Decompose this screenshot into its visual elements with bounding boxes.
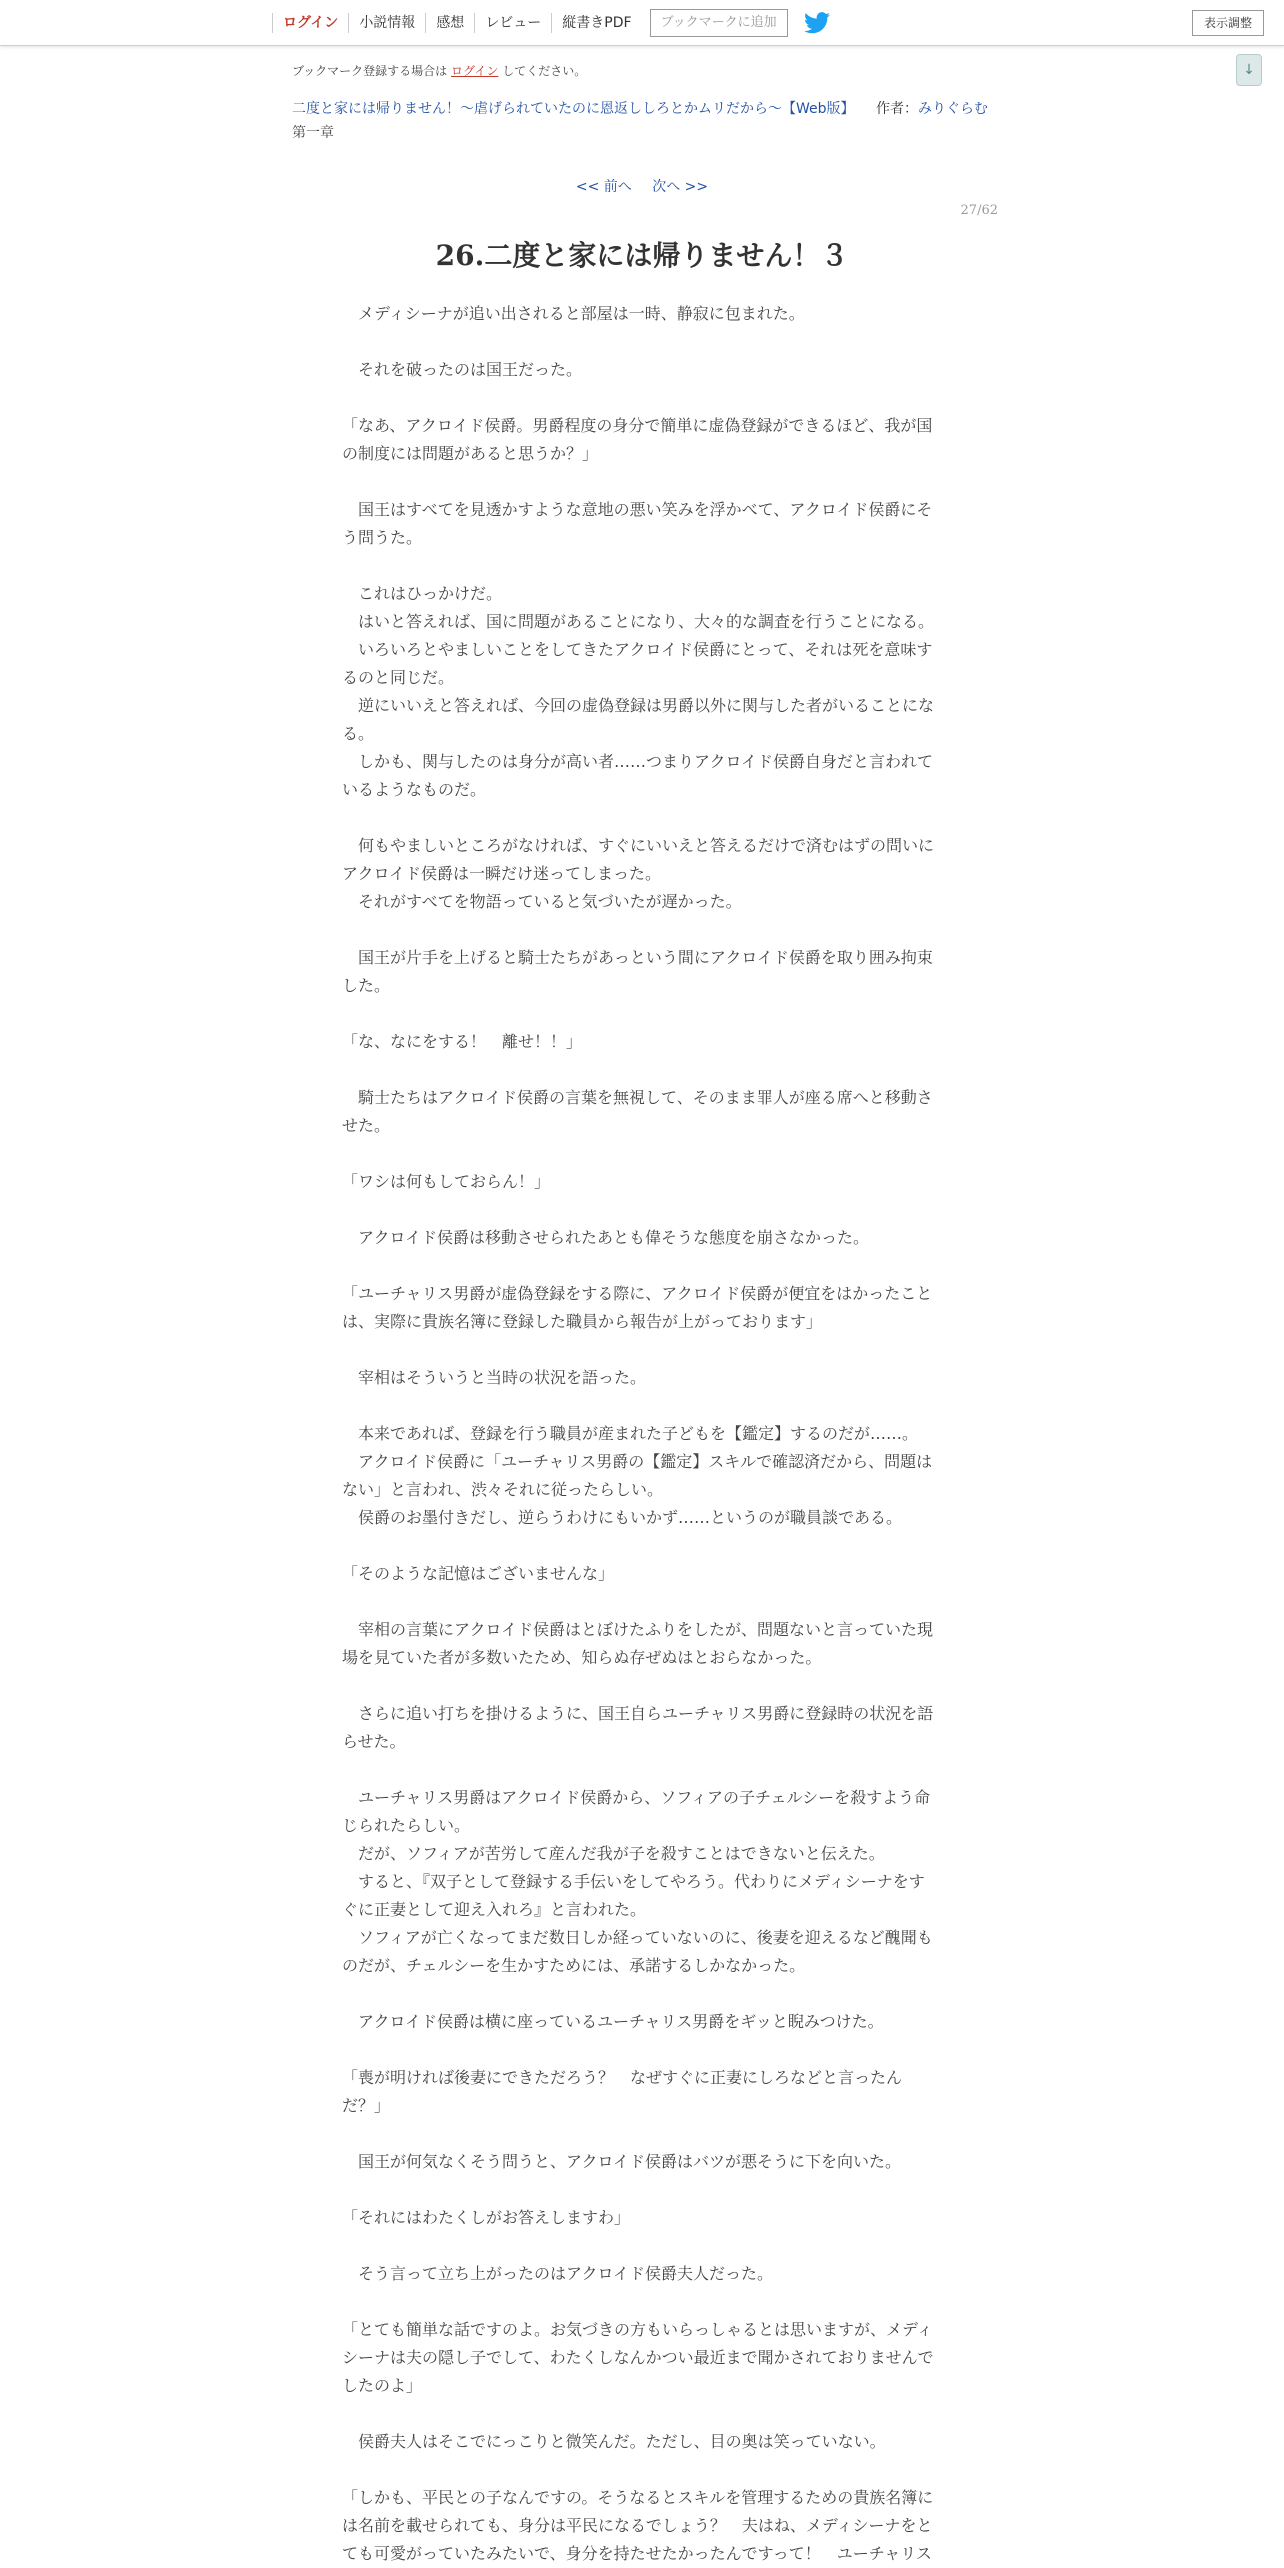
novel-title-link[interactable]: 二度と家には帰りません！～虐げられていたのに恩返ししろとかムリだから～【Web版】 bbox=[292, 101, 855, 117]
body-line: いろいろとやましいことをしてきたアクロイド侯爵にとって、それは死を意味するのと同じだ。 bbox=[342, 640, 933, 687]
body-line: 国王が何気なくそう問うと、アクロイド侯爵はバツが悪そうに下を向いた。 bbox=[342, 2152, 902, 2171]
body-line: これはひっかけだ。 bbox=[342, 584, 503, 603]
nav-impressions[interactable]: 感想 bbox=[425, 13, 474, 33]
body-line: はいと答えれば、国に問題があることになり、大々的な調査を行うことになる。 bbox=[342, 612, 935, 631]
body-line: ユーチャリス男爵はアクロイド侯爵から、ソフィアの子チェルシーを殺すよう命じられたらしい。 bbox=[342, 1788, 931, 1835]
body-line: 本来であれば、登録を行う職員が産まれた子どもを【鑑定】するのだが……。 bbox=[342, 1424, 919, 1443]
page-number: 27/62 bbox=[960, 203, 998, 218]
body-line: 「な、なにをする！ 離せ！！」 bbox=[342, 1032, 583, 1051]
nav-vertical-pdf[interactable]: 縦書きPDF bbox=[551, 13, 641, 33]
body-line bbox=[342, 1392, 934, 1420]
nav-login[interactable]: ログイン bbox=[272, 13, 348, 33]
author-label: 作者： bbox=[876, 101, 918, 117]
chapter-title: 第一章 bbox=[292, 125, 334, 141]
body-line: 「それにはわたくしがお答えしますわ」 bbox=[342, 2208, 631, 2227]
scroll-down-button[interactable]: ↓ bbox=[1236, 54, 1262, 86]
body-line: 「とても簡単な話ですのよ。お気づきの方もいらっしゃるとは思いますが、メディシーナは夫の隠し子でして、わたくしなんかつい最近まで聞かされておりませんでしたのよ」 bbox=[342, 2320, 934, 2395]
next-page-link[interactable]: 次へ >> bbox=[652, 179, 709, 195]
body-line: 国王が片手を上げると騎士たちがあっという間にアクロイド侯爵を取り囲み拘束した。 bbox=[342, 948, 933, 995]
nav-review[interactable]: レビュー bbox=[474, 13, 551, 33]
body-line: そう言って立ち上がったのはアクロイド侯爵夫人だった。 bbox=[342, 2264, 774, 2283]
body-line bbox=[342, 2120, 934, 2148]
body-line bbox=[342, 804, 934, 832]
nav-novel-info[interactable]: 小説情報 bbox=[348, 13, 425, 33]
author bbox=[876, 98, 988, 118]
body-line: アクロイド侯爵は移動させられたあとも偉そうな態度を崩さなかった。 bbox=[342, 1228, 870, 1247]
body-line: 「ユーチャリス男爵が虚偽登録をする際に、アクロイド侯爵が便宜をはかったことは、実際に貴族名簿に登録した職員から報告が上がっております」 bbox=[342, 1284, 933, 1331]
body-line: 侯爵夫人はそこでにっこりと微笑んだ。ただし、目の奥は笑っていない。 bbox=[342, 2432, 886, 2451]
body-line: 「しかも、平民との子なんですの。そうなるとスキルを管理するための貴族名簿には名前を載せられても、身分は平民になるでしょう？ 夫はね、メディシーナをとても可愛がっていたみたいで、身分を持たせたかったんですって！ ユーチャリス bbox=[342, 2488, 934, 2563]
body-line bbox=[342, 1056, 934, 1084]
body-line bbox=[342, 328, 934, 356]
body-line: 逆にいいえと答えれば、今回の虚偽登録は男爵以外に関与した者がいることになる。 bbox=[342, 696, 935, 743]
body-line: 「喪が明ければ後妻にできただろう？ なぜすぐに正妻にしろなどと言ったんだ？」 bbox=[342, 2068, 903, 2115]
body-line: さらに追い打ちを掛けるように、国王自らユーチャリス男爵に登録時の状況を語らせた。 bbox=[342, 1704, 934, 1751]
body-line bbox=[342, 2456, 934, 2484]
body-line bbox=[342, 2036, 934, 2064]
body-line: ソフィアが亡くなってまだ数日しか経っていないのに、後妻を迎えるなど醜聞ものだが、チェルシーを生かすためには、承諾するしかなかった。 bbox=[342, 1928, 933, 1975]
bookmark-note-login-link[interactable]: ログイン bbox=[451, 64, 499, 78]
body-line bbox=[342, 1756, 934, 1784]
bookmark-note bbox=[292, 62, 586, 79]
body-line bbox=[342, 468, 934, 496]
body-line: すると、『双子として登録する手伝いをしてやろう。代わりにメディシーナをすぐに正妻として迎え入れろ』と言われた。 bbox=[342, 1872, 925, 1919]
body-line: メディシーナが追い出されると部屋は一時、静寂に包まれた。 bbox=[342, 304, 805, 323]
body-line: 何もやましいところがなければ、すぐにいいえと答えるだけで済むはずの問いにアクロイド侯爵は一瞬だけ迷ってしまった。 bbox=[342, 836, 935, 883]
body-line: それを破ったのは国王だった。 bbox=[342, 360, 583, 379]
body-line bbox=[342, 916, 934, 944]
body-line bbox=[342, 2232, 934, 2260]
body-line bbox=[342, 1672, 934, 1700]
novel-body bbox=[342, 300, 934, 2568]
body-line: 「そのような記憶はございませんな」 bbox=[342, 1564, 615, 1583]
body-line bbox=[342, 1140, 934, 1168]
body-line bbox=[342, 1196, 934, 1224]
body-line: アクロイド侯爵に「ユーチャリス男爵の【鑑定】スキルで確認済だから、問題はない」と言われ、渋々それに従ったらしい。 bbox=[342, 1452, 933, 1499]
episode-title: 26.二度と家には帰りません！３ bbox=[435, 239, 849, 272]
body-line: 国王はすべてを見透かすような意地の悪い笑みを浮かべて、アクロイド侯爵にそう問うた。 bbox=[342, 500, 933, 547]
body-line bbox=[342, 1980, 934, 2008]
top-bar bbox=[0, 0, 1284, 46]
body-line bbox=[342, 2400, 934, 2428]
bookmark-note-post: してください。 bbox=[502, 64, 587, 78]
body-line bbox=[342, 1336, 934, 1364]
body-line bbox=[342, 1000, 934, 1028]
body-line: 騎士たちはアクロイド侯爵の言葉を無視して、そのまま罪人が座る席へと移動させた。 bbox=[342, 1088, 933, 1135]
add-bookmark-button[interactable]: ブックマークに追加 bbox=[650, 9, 788, 37]
body-line bbox=[342, 1588, 934, 1616]
bookmark-note-pre: ブックマーク登録する場合は bbox=[292, 64, 448, 78]
body-line bbox=[342, 384, 934, 412]
body-line: 「ワシは何もしておらん！」 bbox=[342, 1172, 551, 1191]
body-line bbox=[342, 1252, 934, 1280]
body-line: 宰相の言葉にアクロイド侯爵はとぼけたふりをしたが、問題ないと言っていた現場を見ていた者が多数いたため、知らぬ存ぜぬはとおらなかった。 bbox=[342, 1620, 934, 1667]
body-line: 宰相はそういうと当時の状況を語った。 bbox=[342, 1368, 647, 1387]
display-settings-button[interactable]: 表示調整 bbox=[1192, 10, 1264, 36]
body-line: アクロイド侯爵は横に座っているユーチャリス男爵をギッと睨みつけた。 bbox=[342, 2012, 884, 2031]
body-line bbox=[342, 552, 934, 580]
body-line bbox=[342, 1532, 934, 1560]
body-line: だが、ソフィアが苦労して産んだ我が子を殺すことはできないと伝えた。 bbox=[342, 1844, 885, 1863]
prev-page-link[interactable]: << 前へ bbox=[575, 179, 632, 195]
body-line: しかも、関与したのは身分が高い者……つまりアクロイド侯爵自身だと言われているようなものだ。 bbox=[342, 752, 934, 799]
author-link[interactable]: みりぐらむ bbox=[918, 101, 988, 117]
body-line: 侯爵のお墨付きだし、逆らうわけにもいかず……というのが職員談である。 bbox=[342, 1508, 903, 1527]
body-line: それがすべてを物語っていると気づいたが遅かった。 bbox=[342, 892, 742, 911]
pager bbox=[0, 176, 1284, 196]
top-nav bbox=[272, 0, 830, 46]
body-line: 「なあ、アクロイド侯爵。男爵程度の身分で簡単に虚偽登録ができるほど、我が国の制度には問題があると思うか？」 bbox=[342, 416, 933, 463]
body-line bbox=[342, 2288, 934, 2316]
twitter-icon[interactable] bbox=[804, 12, 830, 34]
body-line bbox=[342, 2176, 934, 2204]
